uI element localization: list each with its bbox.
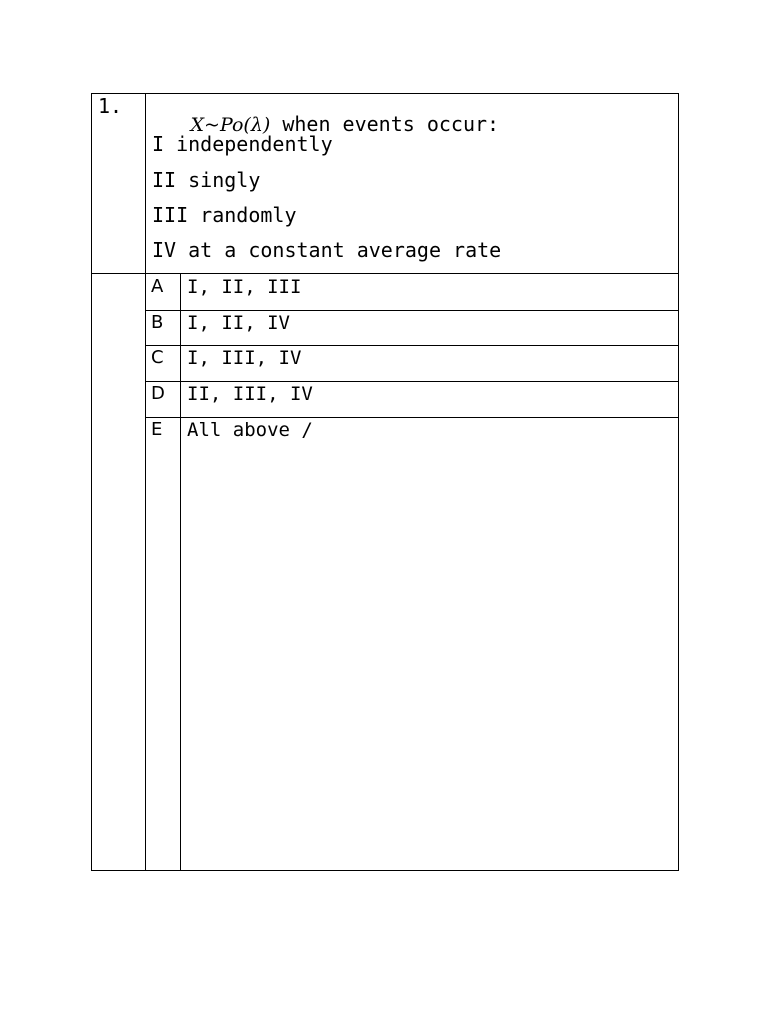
- option-text-d[interactable]: II, III, IV: [187, 383, 313, 405]
- table-border-left: [91, 93, 92, 871]
- option-letter-divider: [180, 273, 181, 871]
- condition-item: II singly: [152, 168, 261, 192]
- option-letter-b: B: [151, 312, 164, 333]
- option-text-e[interactable]: All above /: [187, 419, 313, 441]
- option-row-divider: [145, 345, 679, 346]
- option-text-c[interactable]: I, III, IV: [187, 347, 302, 369]
- stem-text: when events occur:: [270, 112, 500, 136]
- option-row-divider: [145, 310, 679, 311]
- table-border-right: [678, 93, 679, 871]
- condition-item: IV at a constant average rate: [152, 238, 502, 262]
- table-border-top: [91, 93, 679, 94]
- number-column-divider: [145, 93, 146, 871]
- condition-item: III randomly: [152, 203, 297, 227]
- option-letter-c: C: [151, 347, 164, 368]
- option-text-a[interactable]: I, II, III: [187, 276, 302, 298]
- option-letter-e: E: [151, 419, 163, 440]
- option-row-divider: [145, 381, 679, 382]
- option-letter-d: D: [151, 383, 165, 404]
- option-row-divider: [145, 417, 679, 418]
- stem-math-expression: X~Po(λ): [190, 114, 271, 136]
- condition-item: I independently: [152, 132, 333, 156]
- option-text-b[interactable]: I, II, IV: [187, 312, 290, 334]
- question-number: 1.: [98, 94, 123, 118]
- option-letter-a: A: [151, 276, 164, 297]
